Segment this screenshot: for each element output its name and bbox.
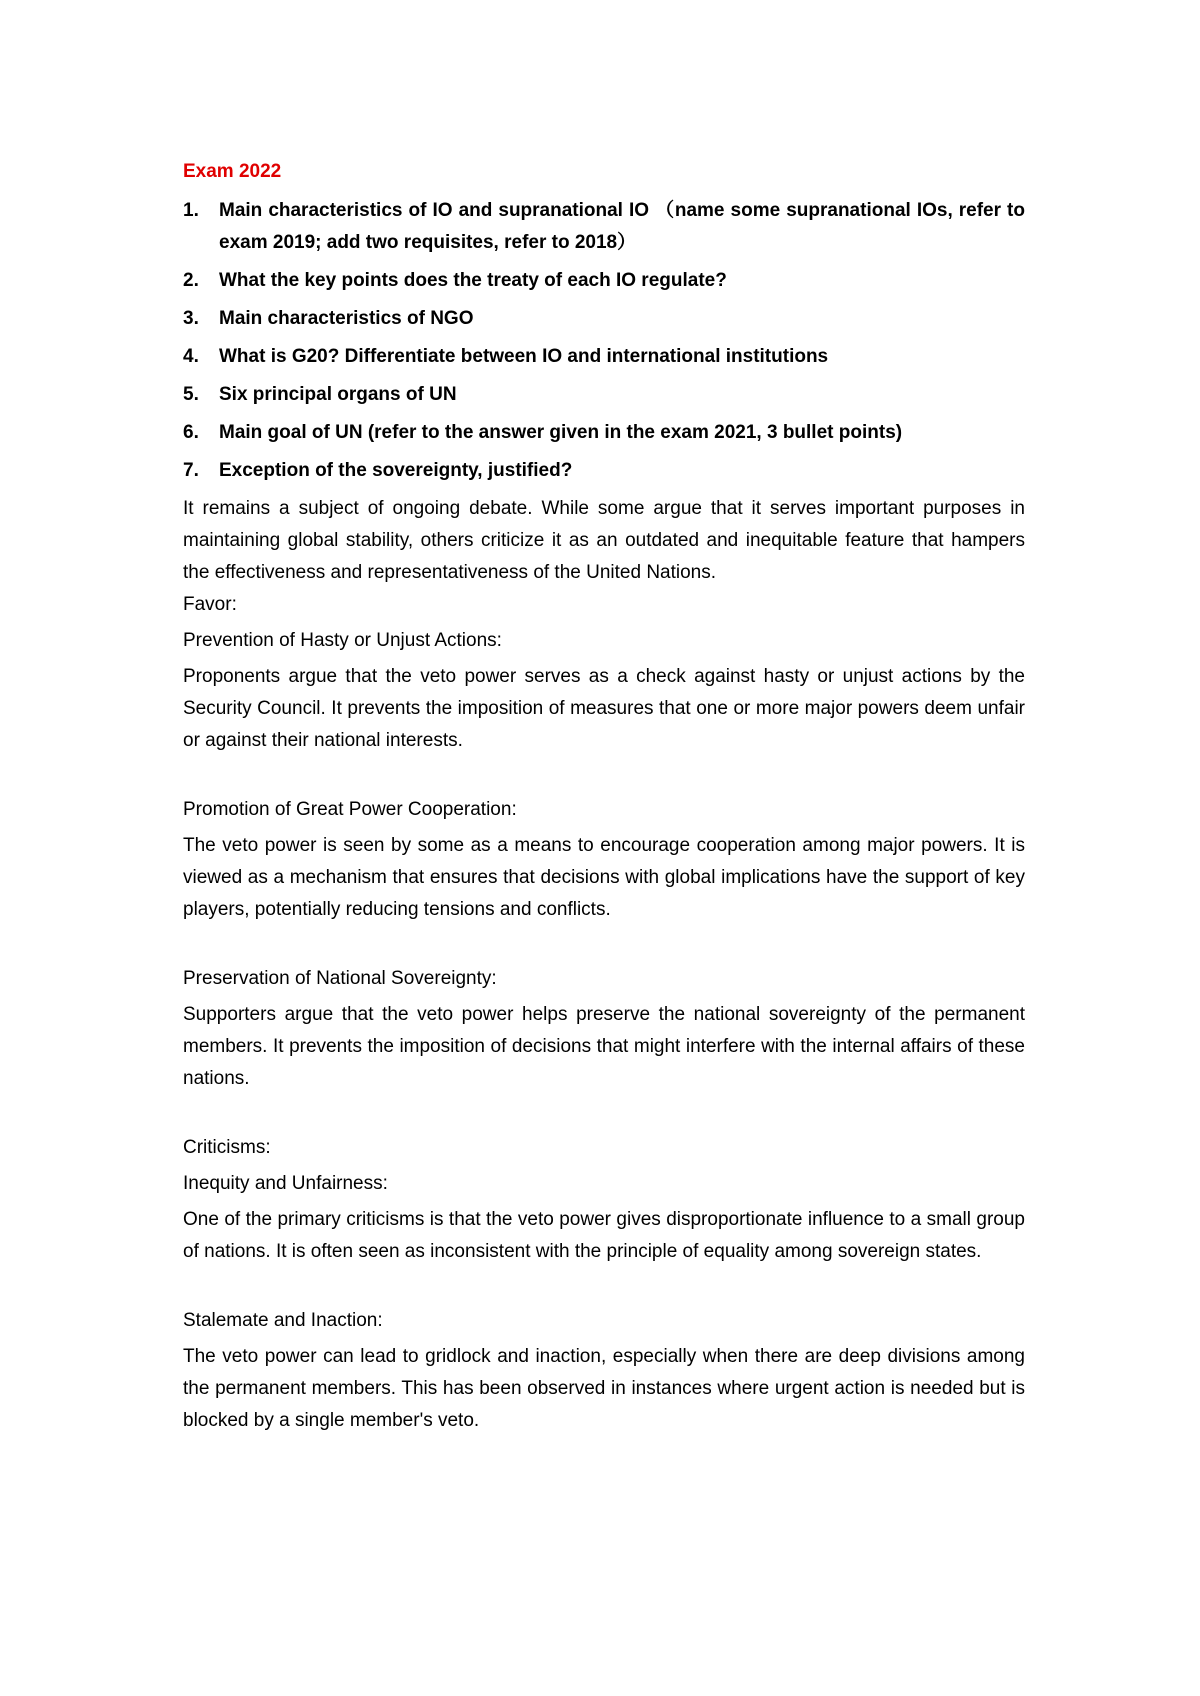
document-page [183, 160, 1025, 1437]
question-item [183, 455, 1025, 487]
question-number: 7. [183, 460, 199, 481]
question-number: 1. [183, 200, 199, 221]
question-text: Main characteristics of IO and supranational IO （name some supranational IOs, refer to exam 2019; add two requisites, refer to 2018） [219, 200, 1025, 253]
favor-body: The veto power is seen by some as a means to encourage cooperation among major powers. It is viewed as a mechanism that ensures that decisions with global implications have the support of key players, potentially reducing tensions and conflicts. [183, 835, 1025, 920]
question-number: 3. [183, 308, 199, 329]
criticism-body: One of the primary criticisms is that the veto power gives disproportionate influence to a small group of nations. It is often seen as inconsistent with the principle of equality among sovereign states. [183, 1209, 1025, 1262]
question-number: 5. [183, 384, 199, 405]
question-number: 2. [183, 270, 199, 291]
question-text: Exception of the sovereignty, justified? [219, 460, 573, 481]
question-text: What is G20? Differentiate between IO and international institutions [219, 346, 829, 367]
question-item [183, 341, 1025, 373]
question-item [183, 417, 1025, 449]
blank-line [183, 1268, 1025, 1305]
question-text: What the key points does the treaty of each IO regulate? [219, 270, 727, 291]
blank-line [183, 1095, 1025, 1132]
intro-paragraph: It remains a subject of ongoing debate. While some argue that it serves important purposes in maintaining global stability, others criticize it as an outdated and inequitable feature that hampers the effectiveness and representativeness of the United Nations. [183, 498, 1025, 583]
question-number: 6. [183, 422, 199, 443]
criticism-heading: Inequity and Unfairness: [183, 1173, 388, 1194]
blank-line [183, 757, 1025, 794]
question-item [183, 379, 1025, 411]
question-number: 4. [183, 346, 199, 367]
question-text: Main goal of UN (refer to the answer given in the exam 2021, 3 bullet points) [219, 422, 903, 443]
favor-heading: Promotion of Great Power Cooperation: [183, 799, 517, 820]
blank-line [183, 926, 1025, 963]
question-item [183, 195, 1025, 259]
favor-heading: Preservation of National Sovereignty: [183, 968, 497, 989]
question-item [183, 265, 1025, 297]
question-text: Main characteristics of NGO [219, 308, 474, 329]
favor-heading: Prevention of Hasty or Unjust Actions: [183, 630, 502, 651]
favor-body: Proponents argue that the veto power serves as a check against hasty or unjust actions by the Security Council. It prevents the imposition of measures that one or more major powers deem unfair or against their national interests. [183, 666, 1025, 751]
favor-body: Supporters argue that the veto power helps preserve the national sovereignty of the permanent members. It prevents the imposition of decisions that might interfere with the internal affairs of these nations. [183, 1004, 1025, 1089]
criticism-heading: Stalemate and Inaction: [183, 1310, 383, 1331]
criticisms-label: Criticisms: [183, 1137, 271, 1158]
question-item [183, 303, 1025, 335]
favor-label: Favor: [183, 594, 237, 615]
criticism-body: The veto power can lead to gridlock and inaction, especially when there are deep divisions among the permanent members. This has been observed in instances where urgent action is needed but is blocked by a single member's veto. [183, 1346, 1025, 1431]
document-title: Exam 2022 [183, 161, 282, 182]
question-text: Six principal organs of UN [219, 384, 457, 405]
question-list [183, 195, 1025, 487]
